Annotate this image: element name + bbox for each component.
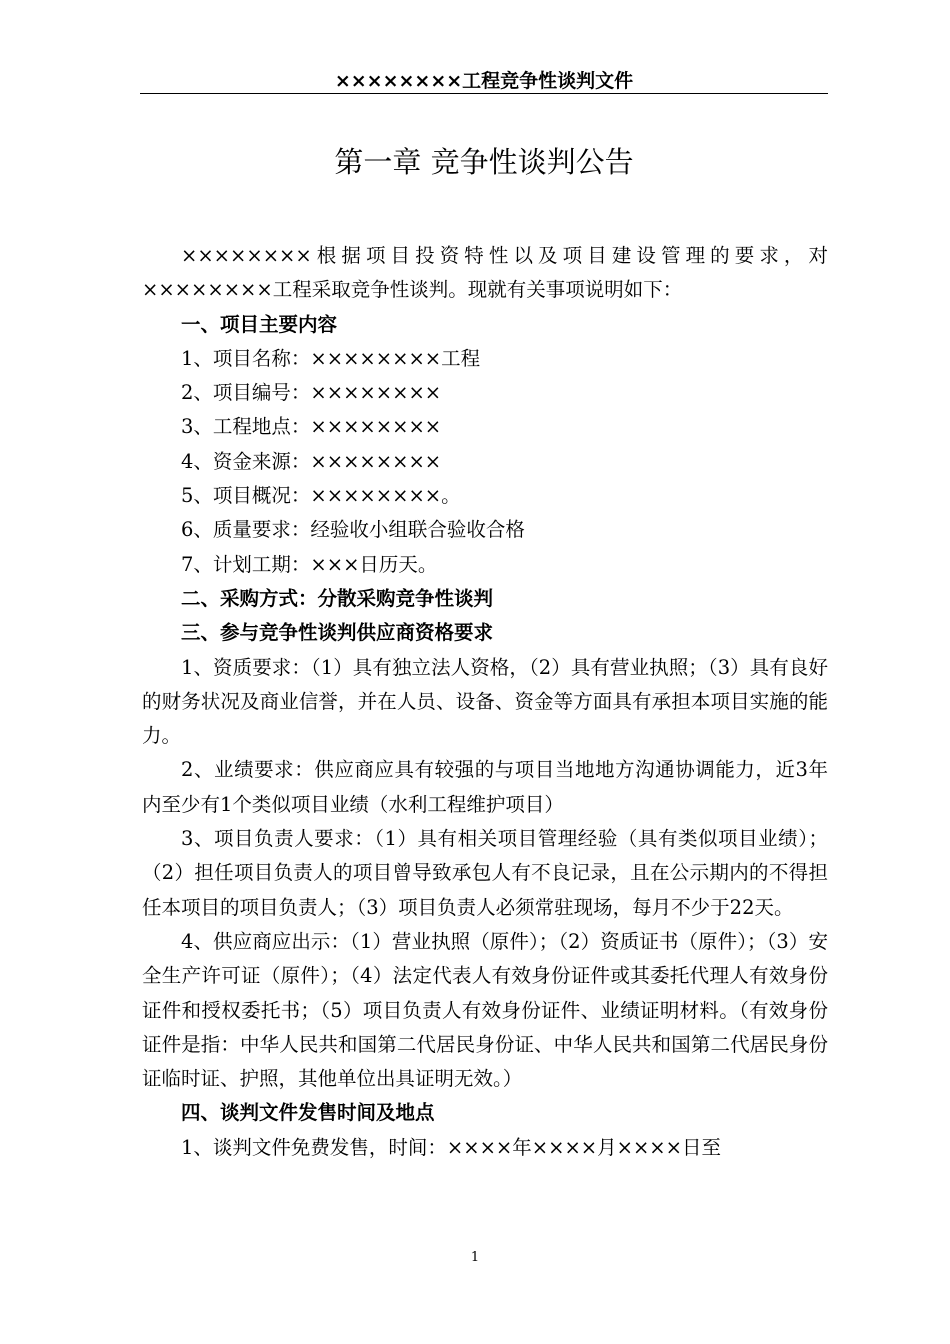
list-item: 2、项目编号：×××××××× [181, 381, 442, 405]
list-item: 6、质量要求：经验收小组联合验收合格 [181, 518, 525, 542]
intro-paragraph: ××××××××根据项目投资特性以及项目建设管理的要求，对××××××××工程采取竞争性谈判。现就有关事项说明如下： [142, 244, 828, 302]
list-item: 4、资金来源：×××××××× [181, 449, 442, 473]
chapter-title: 第一章 竞争性谈判公告 [334, 145, 634, 179]
list-item: 7、计划工期：×××日历天。 [181, 552, 438, 576]
requirement-paragraph: 4、供应商应出示：（1）营业执照（原件）；（2）资质证书（原件）；（3）安全生产许可证（原件）；（4）法定代表人有效身份证件或其委托代理人有效身份证件和授权委托书；（5）项目负责人有效身份证件、业绩证明材料。（有效身份证件是指：中华人民共和国第二代居民身份证、中华人民共和国第二代居民身份证临时证、护照，其他单位出具证明无效。） [142, 929, 828, 1091]
requirement-paragraph: 1、资质要求：（1）具有独立法人资格，（2）具有营业执照；（3）具有良好的财务状况及商业信誉，并在人员、设备、资金等方面具有承担本项目实施的能力。 [142, 655, 828, 748]
list-item: 5、项目概况：××××××××。 [181, 484, 461, 508]
list-item: 3、工程地点：×××××××× [181, 415, 442, 439]
list-item: 1、谈判文件免费发售，时间：××××年××××月××××日至 [181, 1135, 721, 1159]
list-item: 1、项目名称：××××××××工程 [181, 346, 481, 370]
running-header: ××××××××工程竞争性谈判文件 [334, 70, 634, 92]
header-divider [140, 93, 828, 94]
section-heading-1: 一、项目主要内容 [181, 312, 338, 336]
section-heading-3: 三、参与竞争性谈判供应商资格要求 [181, 621, 494, 645]
requirement-paragraph: 3、项目负责人要求：（1）具有相关项目管理经验（具有类似项目业绩）；（2）担任项目负责人的项目曾导致承包人有不良记录，且在公示期内的不得担任本项目的项目负责人；（3）项目负责人必须常驻现场，每月不少于22天。 [142, 827, 828, 919]
page-number: 1 [470, 1250, 480, 1265]
document-body [142, 239, 828, 1165]
section-heading-2: 二、采购方式：分散采购竞争性谈判 [181, 586, 494, 610]
requirement-paragraph: 2、业绩要求：供应商应具有较强的与项目当地地方沟通协调能力，近3年内至少有1个类似项目业绩（水利工程维护项目） [142, 758, 828, 816]
section-heading-4: 四、谈判文件发售时间及地点 [181, 1101, 435, 1125]
